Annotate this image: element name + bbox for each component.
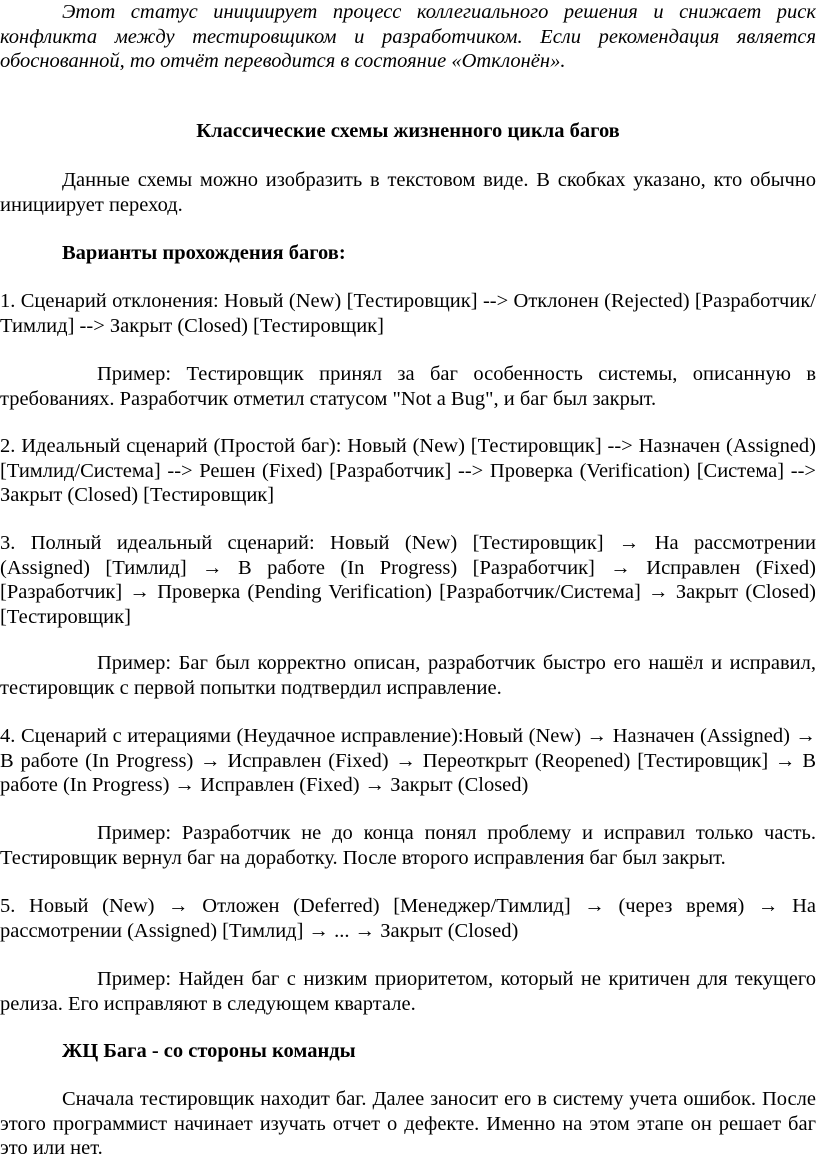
example-5-paragraph: Пример: Найден баг с низким приоритетом, который не критичен для текущего релиза. Его исправляют в следующем квартале. xyxy=(0,968,816,1015)
example-1-paragraph: Пример: Тестировщик принял за баг особенность системы, описанную в требованиях. Разработчик отметил статусом "Not a Bug", и баг был закрыт. xyxy=(0,363,816,410)
team-paragraph: Сначала тестировщик находит баг. Далее заносит его в систему учета ошибок. После этого программист начинает изучать отчет о дефекте. Именно на этом этапе он решает баг это или нет. xyxy=(0,1088,816,1159)
example-3-paragraph: Пример: Баг был корректно описан, разработчик быстро его нашёл и исправил, тестировщик с первой попытки подтвердил исправление. xyxy=(0,652,816,699)
section-title: Классические схемы жизненного цикла багов xyxy=(196,120,620,142)
scenario-1-paragraph: 1. Сценарий отклонения: Новый (New) [Тестировщик] --> Отклонен (Rejected) [Разработчик/Тимлид] --> Закрыт (Closed) [Тестировщик] xyxy=(0,290,816,337)
team-heading: ЖЦ Бага - со стороны команды xyxy=(62,1040,356,1062)
scenario-4-paragraph: 4. Сценарий с итерациями (Неудачное исправление):Новый (New) → Назначен (Assigned) → В работе (In Progress) → Исправлен (Fixed) → Переоткрыт (Reopened) [Тестировщик] → В работе (In Progress) → Исправлен (Fixed) → Закрыт (Closed) xyxy=(0,725,816,796)
scenario-2-paragraph: 2. Идеальный сценарий (Простой баг): Новый (New) [Тестировщик] --> Назначен (Assigned) [Тимлид/Система] --> Решен (Fixed) [Разработчик] --> Проверка (Verification) [Система] --> Закрыт (Closed) [Тестировщик] xyxy=(0,435,816,506)
variants-heading: Варианты прохождения багов: xyxy=(62,242,346,264)
intro-italic-paragraph: Этот статус инициирует процесс коллегиального решения и снижает риск конфликта между тестировщиком и разработчиком. Если рекомендация является обоснованной, то отчёт переводится в состояние «Отклонён». xyxy=(0,1,816,72)
scenario-5-paragraph: 5. Новый (New) → Отложен (Deferred) [Менеджер/Тимлид] → (через время) → На рассмотрении (Assigned) [Тимлид] → ... → Закрыт (Closed) xyxy=(0,895,816,942)
example-4-paragraph: Пример: Разработчик не до конца понял проблему и исправил только часть. Тестировщик вернул баг на доработку. После второго исправления баг был закрыт. xyxy=(0,822,816,869)
section-intro-paragraph: Данные схемы можно изобразить в текстовом виде. В скобках указано, кто обычно инициирует переход. xyxy=(0,169,816,216)
scenario-3-paragraph: 3. Полный идеальный сценарий: Новый (New) [Тестировщик] → На рассмотрении (Assigned) [Тимлид] → В работе (In Progress) [Разработчик] → Исправлен (Fixed) [Разработчик] → Проверка (Pending Verification) [Разработчик/Система] → Закрыт (Closed) [Тестировщик] xyxy=(0,532,816,628)
